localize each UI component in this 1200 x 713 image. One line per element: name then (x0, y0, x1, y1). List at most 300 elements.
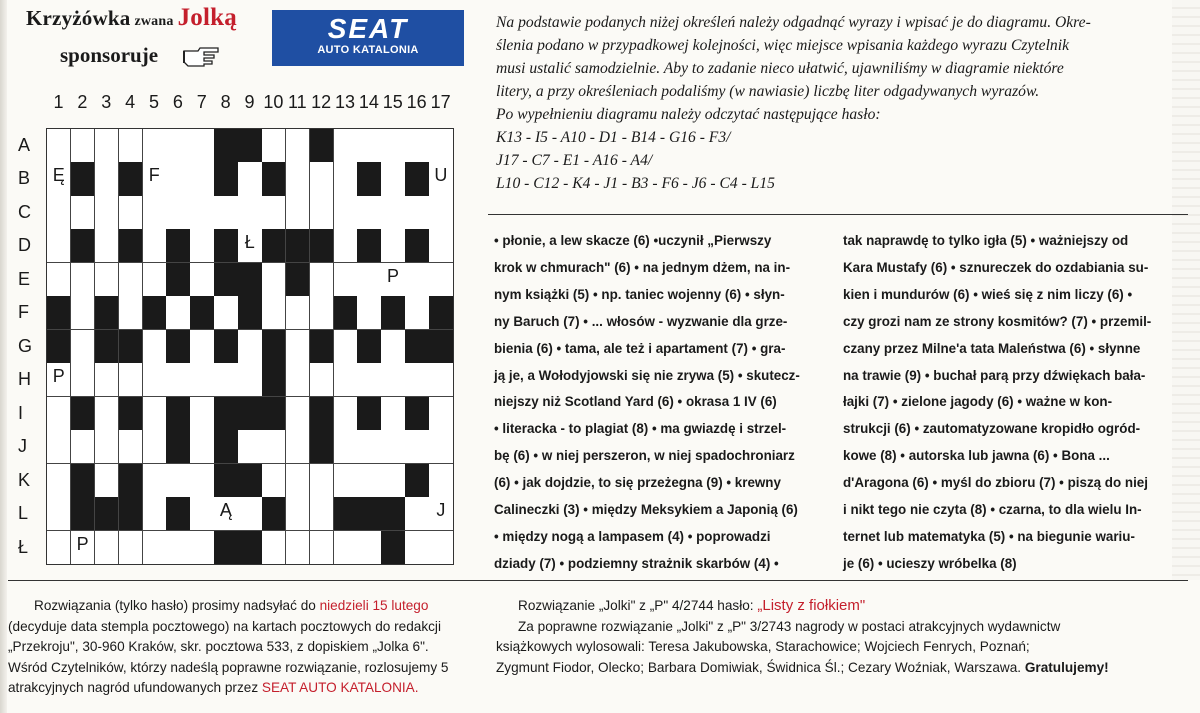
grid-cell-black (71, 229, 95, 263)
submission-line (8, 596, 478, 617)
sponsor-label: sponsoruje (60, 43, 159, 67)
clue-line: czy grozi nam ze strony kosmitów? (7) • przemil- (843, 313, 1152, 329)
grid-cell[interactable] (334, 430, 358, 464)
column-number: 11 (287, 92, 307, 112)
grid-cell[interactable] (286, 531, 310, 565)
divider (488, 214, 1188, 215)
grid-cell[interactable] (47, 263, 71, 297)
grid-cell[interactable] (190, 129, 214, 163)
grid-cell-black (238, 464, 262, 498)
grid-cell[interactable] (143, 229, 167, 263)
clue-line: łajki (7) • zielone jagody (6) • ważne w kon- (843, 394, 1113, 410)
grid-cell-black (262, 330, 286, 364)
grid-cell[interactable] (334, 330, 358, 364)
grid-cell[interactable] (334, 196, 358, 230)
grid-cell-black (357, 162, 381, 196)
grid-cell[interactable] (143, 430, 167, 464)
grid-cell-black (190, 296, 214, 330)
clue-line: kien i mundurów (6) • wieś się z nim liczy (6) • (843, 286, 1133, 302)
grid-cell-black (334, 296, 358, 330)
grid-cell[interactable] (405, 430, 429, 464)
grid-cell-black (381, 497, 405, 531)
previous-solution (496, 596, 1186, 678)
row-label: H (18, 369, 31, 390)
given-letter: Ę (52, 165, 65, 186)
clue-line: dziady (7) • podziemny strażnik skarbów (4) • (494, 555, 779, 571)
grid-cell[interactable] (357, 296, 381, 330)
grid-cell[interactable] (262, 464, 286, 498)
grid-cell-black (166, 263, 190, 297)
grid-cell[interactable] (166, 531, 190, 565)
solution-line (496, 596, 1186, 617)
grid-cell[interactable] (429, 531, 453, 565)
grid-cell[interactable] (190, 162, 214, 196)
grid-cell[interactable] (95, 397, 119, 431)
grid-cell-black (310, 397, 334, 431)
grid-cell-black (238, 129, 262, 163)
row-label: B (18, 168, 31, 189)
grid-cell[interactable] (119, 129, 143, 163)
grid-cell[interactable] (429, 129, 453, 163)
grid-cell[interactable] (238, 162, 262, 196)
page-edge-right (1172, 0, 1200, 580)
grid-cell-black (166, 229, 190, 263)
given-letter: P (76, 533, 89, 554)
column-number: 6 (172, 92, 183, 112)
given-letter: F (148, 165, 160, 186)
pointing-hand-icon (182, 45, 222, 72)
grid-cell-black (310, 430, 334, 464)
logo-brand: SEAT (327, 13, 409, 44)
grid-cell[interactable] (286, 397, 310, 431)
grid-cell[interactable] (119, 363, 143, 397)
grid-cell[interactable] (357, 263, 381, 297)
grid-cell[interactable] (405, 263, 429, 297)
grid-cell[interactable] (190, 229, 214, 263)
row-label: Ł (18, 536, 29, 557)
grid-cell-black (214, 397, 238, 431)
grid-cell[interactable] (47, 397, 71, 431)
column-number: 3 (101, 92, 112, 112)
clue-line: strukcji (6) • zautomatyzowane kropidło ogród- (843, 421, 1141, 437)
winners-text: Zygmunt Fiodor, Olecko; Barbara Domiwiak, Świdnica Śl.; Cezary Woźniak, Warszawa. (496, 659, 1025, 675)
grid-cell[interactable] (143, 196, 167, 230)
grid-cell-black (71, 162, 95, 196)
submission-info (8, 596, 478, 699)
grid-cell[interactable] (310, 531, 334, 565)
grid-cell[interactable] (429, 363, 453, 397)
instruction-line: Na podstawie podanych niżej określeń należy odgadnąć wyrazy i wpisać je do diagramu. Okre- (496, 14, 1091, 31)
grid-cell[interactable] (143, 129, 167, 163)
grid-cell[interactable] (429, 229, 453, 263)
clue-line: nym książki (5) • np. taniec wojenny (6) • słyn- (494, 286, 785, 302)
grid-cell[interactable] (334, 129, 358, 163)
instruction-line: ślenia podano w przypadkowej kolejności, więc miejsce wpisania każdego wyrazu Czytelnik (496, 37, 1069, 54)
grid-cell[interactable] (166, 196, 190, 230)
grid-cell[interactable] (334, 363, 358, 397)
grid-cell[interactable] (71, 196, 95, 230)
clue-line: na trawie (9) • buchał parą przy dźwiękach bała- (843, 367, 1146, 383)
grid-cell[interactable] (286, 330, 310, 364)
grid-cell[interactable] (405, 363, 429, 397)
grid-cell[interactable] (262, 531, 286, 565)
grid-cell-black (214, 162, 238, 196)
grid-cell[interactable] (47, 196, 71, 230)
congratulations: Gratulujemy! (1024, 659, 1109, 675)
grid-cell[interactable] (71, 531, 95, 565)
grid-cell-black (214, 263, 238, 297)
grid-cell[interactable] (47, 162, 71, 196)
grid-cell-black (405, 229, 429, 263)
grid-cell[interactable] (190, 430, 214, 464)
grid-cell[interactable] (95, 162, 119, 196)
grid-cell[interactable] (95, 531, 119, 565)
grid-cell-black (47, 330, 71, 364)
grid-cell[interactable] (47, 129, 71, 163)
grid-cell[interactable] (143, 263, 167, 297)
grid-cell-black (214, 531, 238, 565)
grid-cell[interactable] (286, 129, 310, 163)
grid-cell[interactable] (71, 363, 95, 397)
grid-cell[interactable] (405, 497, 429, 531)
grid-cell[interactable] (119, 531, 143, 565)
puzzle-title (26, 4, 237, 32)
clue-line: bę (6) • w niej perszeron, w niej spadochroniarz (494, 448, 795, 464)
grid-cell[interactable] (119, 263, 143, 297)
given-letter: J (436, 500, 446, 521)
grid-cell[interactable] (238, 229, 262, 263)
grid-cell[interactable] (286, 464, 310, 498)
grid-cell[interactable] (357, 196, 381, 230)
password-line: L10 - C12 - K4 - J1 - B3 - F6 - J6 - C4 - L15 (496, 175, 775, 192)
column-number: 8 (220, 92, 231, 112)
row-label: I (18, 402, 24, 423)
solution-text: Rozwiązanie „Jolki" z „P" 4/2744 hasło: (518, 598, 758, 613)
grid-cell[interactable] (71, 330, 95, 364)
grid-cell[interactable] (238, 330, 262, 364)
submission-line (8, 678, 478, 699)
grid-cell[interactable] (334, 162, 358, 196)
grid-cell[interactable] (214, 296, 238, 330)
grid-cell[interactable] (143, 162, 167, 196)
clue-line: i nikt tego nie czyta (8) • czarna, to dla wielu In- (843, 502, 1142, 518)
grid-cell[interactable] (143, 397, 167, 431)
grid-cell-black (166, 397, 190, 431)
grid-cell-black (310, 330, 334, 364)
clue-line: (6) • jak dojdzie, to się przeżegna (9) • krewny (494, 475, 781, 491)
winners-line: Za poprawne rozwiązanie „Jolki" z „P" 3/2743 nagrody w postaci atrakcyjnych wydawnictw (518, 618, 1061, 634)
grid-cell-black (214, 129, 238, 163)
grid-cell-black (71, 497, 95, 531)
grid-cell[interactable] (71, 263, 95, 297)
grid-cell-black (238, 263, 262, 297)
footer-divider (8, 580, 1188, 581)
grid-cell-black (405, 330, 429, 364)
given-letter: Ł (244, 232, 255, 253)
submission-line: „Przekroju", 30-960 Kraków, skr. pocztowa 533, z dopiskiem „Jolka 6". (8, 639, 429, 654)
grid-cell-black (262, 497, 286, 531)
grid-cell[interactable] (334, 229, 358, 263)
row-label: E (18, 268, 31, 289)
grid-cell[interactable] (381, 263, 405, 297)
grid-cell-black (286, 263, 310, 297)
grid-cell-black (405, 162, 429, 196)
column-number: 15 (382, 92, 403, 112)
column-number: 16 (406, 92, 427, 112)
grid-cell[interactable] (310, 497, 334, 531)
grid-cell[interactable] (214, 497, 238, 531)
column-number: 2 (77, 92, 88, 112)
grid-cell[interactable] (357, 129, 381, 163)
grid-cell[interactable] (310, 296, 334, 330)
grid-cell[interactable] (47, 531, 71, 565)
column-number: 10 (263, 92, 284, 112)
grid-cell[interactable] (190, 363, 214, 397)
grid-cell[interactable] (143, 531, 167, 565)
clue-line: tak naprawdę to tylko igła (5) • ważniejszy od (843, 233, 1129, 248)
grid-cell[interactable] (95, 464, 119, 498)
grid-cell-black (429, 330, 453, 364)
column-number: 7 (196, 92, 207, 112)
grid-cell[interactable] (334, 397, 358, 431)
grid-cell[interactable] (310, 162, 334, 196)
grid-cell[interactable] (214, 196, 238, 230)
grid-cell[interactable] (405, 531, 429, 565)
row-label: C (18, 201, 31, 222)
grid-cell[interactable] (381, 196, 405, 230)
grid-cell[interactable] (119, 430, 143, 464)
grid-cell[interactable] (262, 196, 286, 230)
column-number: 13 (335, 92, 356, 112)
grid-cell[interactable] (214, 363, 238, 397)
grid-cell-black (262, 363, 286, 397)
grid-cell-black (95, 296, 119, 330)
grid-cell-black (334, 497, 358, 531)
grid-cell-black (166, 330, 190, 364)
grid-cell[interactable] (429, 464, 453, 498)
grid-cell[interactable] (357, 464, 381, 498)
grid-cell[interactable] (286, 162, 310, 196)
grid-cell[interactable] (238, 497, 262, 531)
seat-logo (272, 10, 464, 66)
grid-cell[interactable] (166, 129, 190, 163)
row-label: A (18, 135, 31, 155)
grid-cell[interactable] (95, 229, 119, 263)
instruction-line: litery, a przy określeniach podaliśmy (w nawiasie) liczbę liter odgadywanych wyrazów. (496, 83, 1040, 100)
column-number: 9 (244, 92, 255, 112)
grid-cell[interactable] (286, 296, 310, 330)
grid-cell[interactable] (190, 330, 214, 364)
grid-cell-black (119, 464, 143, 498)
grid-cell[interactable] (357, 363, 381, 397)
grid-cell-black (143, 296, 167, 330)
grid-cell[interactable] (95, 430, 119, 464)
grid-cell-black (357, 497, 381, 531)
grid-cell-black (381, 531, 405, 565)
grid-cell[interactable] (381, 464, 405, 498)
grid-cell-black (357, 397, 381, 431)
grid-cell-black (357, 330, 381, 364)
grid-cell[interactable] (286, 430, 310, 464)
grid-cell[interactable] (429, 397, 453, 431)
grid-cell[interactable] (429, 196, 453, 230)
grid-cell[interactable] (262, 129, 286, 163)
grid-cell[interactable] (47, 464, 71, 498)
grid-cell[interactable] (429, 497, 453, 531)
crossword-grid[interactable] (47, 129, 453, 564)
grid-cell-black (166, 497, 190, 531)
grid-cell[interactable] (71, 129, 95, 163)
clue-line: ternet lub matematyka (5) • na biegunie wariu- (843, 528, 1135, 544)
clue-line: ją je, a Wołodyjowski się nie zrywa (5) • skutecz- (494, 367, 800, 383)
column-number: 5 (149, 92, 160, 112)
grid-cell[interactable] (381, 162, 405, 196)
column-number: 17 (430, 92, 451, 112)
clue-line: • płonie, a lew skacze (6) •uczynił „Pierwszy (494, 233, 772, 248)
grid-cell-black (71, 464, 95, 498)
given-letter: Ą (219, 500, 232, 521)
submission-line: Wśród Czytelników, którzy nadeślą poprawne rozwiązanie, rozlosujemy 5 (8, 659, 449, 675)
grid-cell[interactable] (95, 196, 119, 230)
grid-cell-black (214, 330, 238, 364)
winners-line (496, 658, 1186, 679)
grid-cell[interactable] (190, 263, 214, 297)
grid-cell-black (238, 296, 262, 330)
instructions (496, 11, 1176, 195)
grid-cell[interactable] (381, 330, 405, 364)
clue-line: • literacka - to plagiat (8) • ma gwiazdę i strzel- (494, 421, 787, 437)
grid-cell[interactable] (286, 363, 310, 397)
grid-cell[interactable] (190, 397, 214, 431)
clues-column-left (494, 228, 800, 578)
password-line: K13 - I5 - A10 - D1 - B14 - G16 - F3/ (496, 129, 731, 146)
grid-cell[interactable] (429, 430, 453, 464)
grid-cell[interactable] (143, 464, 167, 498)
submission-line: (decyduje data stempla pocztowego) na kartach pocztowych do redakcji (8, 618, 441, 634)
grid-cell-black (119, 397, 143, 431)
grid-cell[interactable] (334, 464, 358, 498)
grid-cell-black (119, 497, 143, 531)
grid-cell[interactable] (262, 430, 286, 464)
grid-cell[interactable] (166, 162, 190, 196)
grid-cell[interactable] (334, 263, 358, 297)
grid-cell[interactable] (71, 430, 95, 464)
grid-cell[interactable] (190, 196, 214, 230)
grid-cell[interactable] (381, 129, 405, 163)
grid-cell[interactable] (286, 497, 310, 531)
grid-cell[interactable] (166, 363, 190, 397)
clue-line: bienia (6) • tama, ale też i apartament (7) • gra- (494, 340, 786, 356)
grid-cell[interactable] (310, 363, 334, 397)
grid-cell[interactable] (190, 464, 214, 498)
grid-cell[interactable] (429, 162, 453, 196)
clue-line: kowe (8) • autorska lub jawna (6) • Bona ... (843, 448, 1110, 464)
grid-cell-black (262, 229, 286, 263)
grid-cell-black (238, 531, 262, 565)
deadline-date: niedzieli 15 lutego (319, 598, 429, 613)
grid-cell[interactable] (381, 397, 405, 431)
grid-cell[interactable] (334, 531, 358, 565)
grid-cell-black (262, 162, 286, 196)
grid-cell[interactable] (47, 497, 71, 531)
clues-column-right (843, 228, 1151, 578)
grid-cell[interactable] (405, 196, 429, 230)
grid-cell[interactable] (381, 229, 405, 263)
row-label: F (18, 302, 29, 323)
grid-cell[interactable] (119, 296, 143, 330)
clue-line: Calineczki (3) • między Meksykiem a Japonią (6) (494, 502, 798, 518)
grid-cell-black (405, 464, 429, 498)
grid-cell[interactable] (238, 363, 262, 397)
grid-cell[interactable] (262, 296, 286, 330)
grid-cell-black (310, 229, 334, 263)
grid-cell[interactable] (95, 263, 119, 297)
grid-cell-black (381, 296, 405, 330)
grid-cell[interactable] (286, 196, 310, 230)
page-edge-left (0, 0, 7, 713)
grid-cell[interactable] (357, 531, 381, 565)
grid-cell[interactable] (238, 196, 262, 230)
grid-cell[interactable] (405, 296, 429, 330)
clue-line: czany przez Milne'a tata Maleństwa (6) • słynne (843, 340, 1141, 356)
grid-cell[interactable] (310, 263, 334, 297)
grid-cell[interactable] (429, 263, 453, 297)
grid-cell[interactable] (166, 296, 190, 330)
grid-cell-black (286, 229, 310, 263)
row-label: G (18, 335, 33, 356)
grid-cell-black (214, 464, 238, 498)
grid-cell[interactable] (310, 196, 334, 230)
clue-line: Kara Mustafy (6) • sznureczek do ozdabiania su- (843, 259, 1149, 275)
clue-line: niejszy niż Scotland Yard (6) • okrasa 1 IV (6) (494, 394, 777, 410)
grid-cell-black (95, 497, 119, 531)
given-letter: P (387, 265, 400, 286)
grid-cell[interactable] (143, 363, 167, 397)
grid-cell[interactable] (381, 363, 405, 397)
grid-cell[interactable] (166, 464, 190, 498)
clue-line: d'Aragona (6) • myśl do zbioru (7) • piszą do niej (843, 475, 1148, 491)
instruction-line: musi ustalić samodzielnie. Aby to zadanie nieco ułatwić, ujawniliśmy w diagramie niektóre (496, 60, 1064, 77)
grid-cell[interactable] (47, 430, 71, 464)
grid-cell[interactable] (47, 363, 71, 397)
grid-cell-black (310, 129, 334, 163)
grid-cell[interactable] (190, 497, 214, 531)
grid-cell[interactable] (190, 531, 214, 565)
grid-cell-black (214, 430, 238, 464)
grid-cell[interactable] (143, 497, 167, 531)
clue-line: je (6) • ucieszy wróbelka (8) (843, 555, 1017, 571)
row-label: L (18, 503, 29, 524)
logo-subtitle: AUTO KATALONIA (317, 44, 419, 56)
column-number: 12 (311, 92, 332, 112)
instruction-line: Po wypełnieniu diagramu należy odczytać następujące hasło: (496, 106, 881, 123)
grid-cell[interactable] (238, 430, 262, 464)
grid-cell[interactable] (71, 296, 95, 330)
grid-cell[interactable] (95, 129, 119, 163)
grid-cell[interactable] (262, 263, 286, 297)
grid-cell[interactable] (143, 330, 167, 364)
grid-cell[interactable] (310, 464, 334, 498)
grid-cell[interactable] (95, 363, 119, 397)
grid-cell[interactable] (405, 129, 429, 163)
grid-cell[interactable] (381, 430, 405, 464)
grid-cell-black (238, 397, 262, 431)
grid-cell[interactable] (357, 430, 381, 464)
grid-cell[interactable] (47, 229, 71, 263)
grid-cell[interactable] (119, 196, 143, 230)
row-label: J (18, 436, 27, 457)
sponsor-name: SEAT AUTO KATALONIA. (261, 680, 419, 695)
